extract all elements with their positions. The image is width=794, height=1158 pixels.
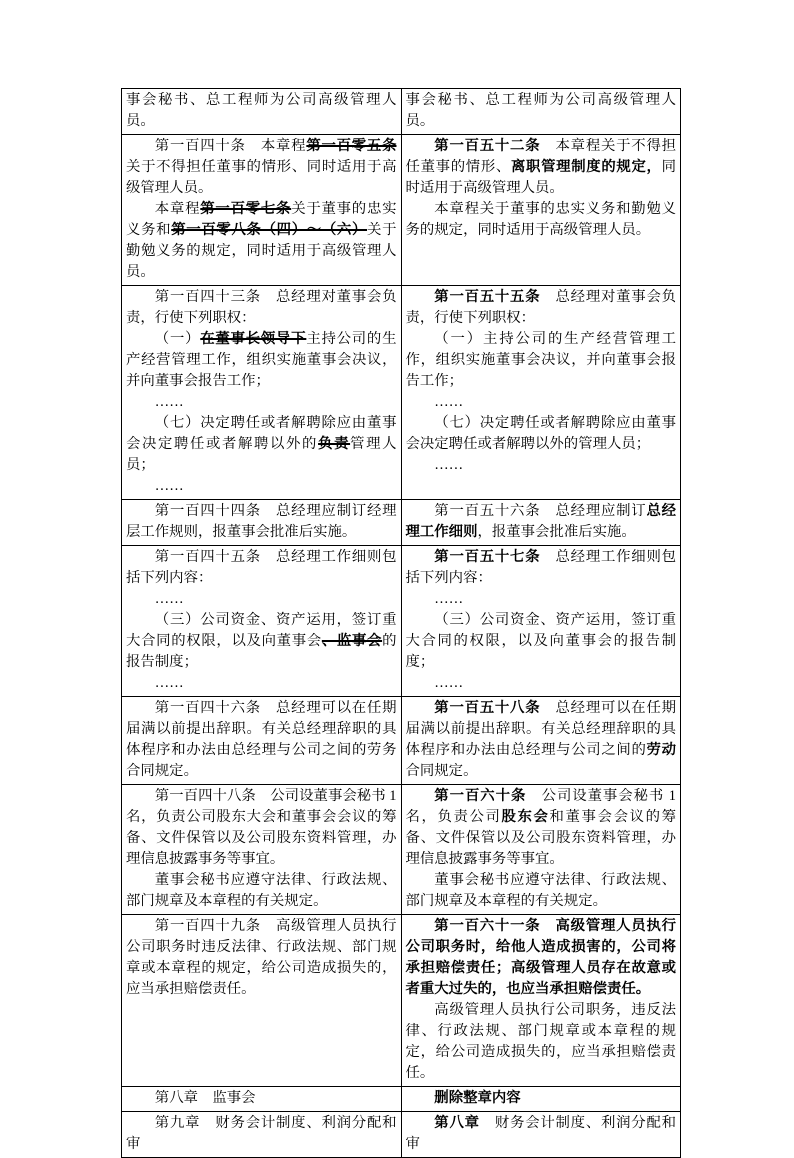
added-text-run: 删除整章内容 <box>434 1090 521 1106</box>
text-run: 第一百四十条 本章程 <box>154 138 307 154</box>
text-run: …… <box>434 591 464 607</box>
text-run: 关于董事的忠实义务和 <box>126 201 397 238</box>
paragraph <box>126 916 397 1000</box>
paragraph <box>126 1088 397 1109</box>
added-text-run: 劳动 <box>646 742 676 758</box>
paragraph <box>406 199 677 241</box>
text-run: 第一百四十九条 高级管理人员执行公司职务时违反法律、行政法规、部门规章或本章程的规定，给公司造成损失的，应当承担赔偿责任。 <box>126 918 397 997</box>
text-run: 的报告制度； <box>126 633 397 670</box>
text-run: 第九章 财务会计制度、利润分配和审 <box>126 1115 397 1152</box>
table-row <box>122 697 681 785</box>
paragraph <box>126 413 397 476</box>
text-run: 第一百四十六条 总经理可以在任期届满以前提出辞职。有关总经理辞职的具体程序和办法由总经理与公司之间的劳务合同规定。 <box>126 700 397 779</box>
deleted-text-run: 负责 <box>318 436 351 452</box>
comparison-table <box>121 88 681 1158</box>
paragraph <box>406 287 677 329</box>
text-run: 第一百四十五条 总经理工作细则包括下列内容： <box>126 549 397 586</box>
text-run: 公司设董事会秘书 1名，负责公司 <box>405 788 676 825</box>
added-text-run: 第一百六十一条 高级管理人员执行公司职务时，给他人造成损害的，公司将承担赔偿责任；高级管理人员存在故意或者重大过失的，也应当承担赔偿责任。 <box>405 918 676 997</box>
paragraph <box>406 916 677 1000</box>
added-text-run: 第一百五十七条 <box>434 549 541 565</box>
text-run: 第一百四十八条 公司设董事会秘书 1名，负责公司股东大会和董事会会议的筹备、文件保管以及公司股东资料管理，办理信息披露事务等事宜。 <box>126 788 397 867</box>
paragraph <box>126 329 397 392</box>
table-row <box>122 1112 681 1158</box>
old-text-cell <box>122 135 402 286</box>
text-run: …… <box>434 675 464 691</box>
text-run: 高级管理人员执行公司职务，违反法律、行政法规、部门规章或本章程的规定，给公司造成损失的，应当承担赔偿责任。 <box>405 1002 676 1081</box>
paragraph <box>126 547 397 589</box>
text-run: 董事会秘书应遵守法律、行政法规、部门规章及本章程的有关规定。 <box>405 872 676 909</box>
paragraph <box>126 610 397 673</box>
text-run: （三）公司资金、资产运用，签订重大合同的权限，以及向董事会 <box>126 612 397 649</box>
text-run: 合同规定。 <box>405 763 478 779</box>
text-run: …… <box>154 478 184 494</box>
paragraph <box>126 673 397 694</box>
added-text-run: 股东会 <box>501 809 550 825</box>
text-run: 事会秘书、总工程师为公司高级管理人员。 <box>126 92 397 129</box>
new-text-cell <box>401 546 681 697</box>
text-run: 同时适用于高级管理人员。 <box>405 159 676 196</box>
paragraph <box>406 610 677 673</box>
new-text-cell <box>401 1112 681 1158</box>
text-run: 第八章 监事会 <box>154 1090 256 1106</box>
text-run: 关于勤勉义务的规定，同时适用于高级管理人员。 <box>126 222 397 280</box>
text-run: 管理人员； <box>126 436 397 473</box>
paragraph <box>406 90 677 132</box>
added-text-run: 第一百五十八条 <box>434 700 541 716</box>
paragraph <box>126 476 397 497</box>
paragraph <box>126 870 397 912</box>
text-run: 主持公司的生产经营管理工作，组织实施董事会决议，并向董事会报告工作； <box>126 331 397 389</box>
paragraph <box>406 1088 677 1109</box>
table-row <box>122 89 681 135</box>
old-text-cell <box>122 697 402 785</box>
text-run: （七）决定聘任或者解聘除应由董事会决定聘任或者解聘以外的管理人员； <box>405 415 676 452</box>
old-text-cell <box>122 500 402 546</box>
table-row <box>122 1087 681 1112</box>
paragraph <box>406 501 677 543</box>
new-text-cell <box>401 785 681 915</box>
added-text-run: 总经理工作细则 <box>405 503 676 540</box>
text-run: 本章程 <box>154 201 201 217</box>
text-run: 第一百四十四条 总经理应制订经理层工作规则，报董事会批准后实施。 <box>126 503 397 540</box>
text-run: …… <box>434 457 464 473</box>
text-run: 关于不得担任董事的情形、同时适用于高级管理人员。 <box>126 159 397 196</box>
paragraph <box>406 329 677 392</box>
new-text-cell <box>401 89 681 135</box>
new-text-cell <box>401 286 681 500</box>
paragraph <box>126 501 397 543</box>
deleted-text-run: 第一百零五条 <box>306 138 397 154</box>
text-run: （三）公司资金、资产运用，签订重大合同的权限，以及向董事会的报告制度； <box>405 612 676 670</box>
paragraph <box>406 698 677 782</box>
old-text-cell <box>122 546 402 697</box>
old-text-cell <box>122 1112 402 1158</box>
new-text-cell <box>401 1087 681 1112</box>
text-run: 第一百五十六条 总经理应制订 <box>434 503 647 519</box>
paragraph <box>406 1113 677 1155</box>
paragraph <box>126 786 397 870</box>
text-run: （七）决定聘任或者解聘除应由董事会决定聘任或者解聘以外的 <box>126 415 397 452</box>
added-text-run: 第一百六十条 <box>434 788 527 804</box>
paragraph <box>126 1113 397 1155</box>
table-row <box>122 785 681 915</box>
text-run: 总经理工作细则包括下列内容： <box>405 549 676 586</box>
paragraph <box>406 392 677 413</box>
paragraph <box>126 136 397 199</box>
text-run: 总经理可以在任期届满以前提出辞职。有关总经理辞职的具体程序和办法由总经理与公司之间的 <box>405 700 676 758</box>
old-text-cell <box>122 1087 402 1112</box>
paragraph <box>126 392 397 413</box>
text-run: 第一百四十三条 总经理对董事会负责，行使下列职权： <box>126 289 397 326</box>
text-run: 本章程关于董事的忠实义务和勤勉义务的规定，同时适用于高级管理人员。 <box>405 201 676 238</box>
paragraph <box>126 287 397 329</box>
text-run: ，报董事会批准后实施。 <box>477 524 636 540</box>
new-text-cell <box>401 697 681 785</box>
old-text-cell <box>122 915 402 1087</box>
table-row <box>122 286 681 500</box>
old-text-cell <box>122 89 402 135</box>
new-text-cell <box>401 500 681 546</box>
deleted-text-run: 、监事会 <box>321 633 383 649</box>
text-run: …… <box>434 394 464 410</box>
paragraph <box>406 870 677 912</box>
text-run: 事会秘书、总工程师为公司高级管理人员。 <box>405 92 676 129</box>
text-run: …… <box>154 675 184 691</box>
added-text-run: 离职管理制度的规定， <box>510 159 662 175</box>
text-run: （一） <box>154 331 201 347</box>
old-text-cell <box>122 286 402 500</box>
old-text-cell <box>122 785 402 915</box>
paragraph <box>126 698 397 782</box>
text-run: …… <box>154 394 184 410</box>
paragraph <box>406 589 677 610</box>
text-run: 总经理对董事会负责，行使下列职权： <box>405 289 676 326</box>
paragraph <box>406 786 677 870</box>
table-row <box>122 546 681 697</box>
new-text-cell <box>401 915 681 1087</box>
deleted-text-run: 第一百零七条 <box>200 201 292 217</box>
table-row <box>122 500 681 546</box>
paragraph <box>406 1000 677 1084</box>
table-row <box>122 915 681 1087</box>
table-row <box>122 135 681 286</box>
paragraph <box>126 90 397 132</box>
new-text-cell <box>401 135 681 286</box>
paragraph <box>126 589 397 610</box>
deleted-text-run: 在董事长领导下 <box>200 331 307 347</box>
deleted-text-run: 第一百零八条（四）～（六） <box>171 222 368 238</box>
text-run: …… <box>154 591 184 607</box>
text-run: 董事会秘书应遵守法律、行政法规、部门规章及本章程的有关规定。 <box>126 872 397 909</box>
paragraph <box>126 199 397 283</box>
paragraph <box>406 547 677 589</box>
text-run: 本章程关于不得担任董事的情形、 <box>405 138 676 175</box>
text-run: （一）主持公司的生产经营管理工作，组织实施董事会决议，并向董事会报告工作； <box>405 331 676 389</box>
paragraph <box>406 136 677 199</box>
paragraph <box>406 673 677 694</box>
comparison-table-body <box>122 89 681 1158</box>
added-text-run: 第八章 <box>434 1115 480 1131</box>
text-run: 和董事会会议的筹备、文件保管以及公司股东资料管理，办理信息披露事务等事宜。 <box>405 809 676 867</box>
paragraph <box>406 413 677 455</box>
added-text-run: 第一百五十二条 <box>434 138 541 154</box>
text-run: 财务会计制度、利润分配和审 <box>405 1115 676 1152</box>
added-text-run: 第一百五十五条 <box>434 289 541 305</box>
paragraph <box>406 455 677 476</box>
